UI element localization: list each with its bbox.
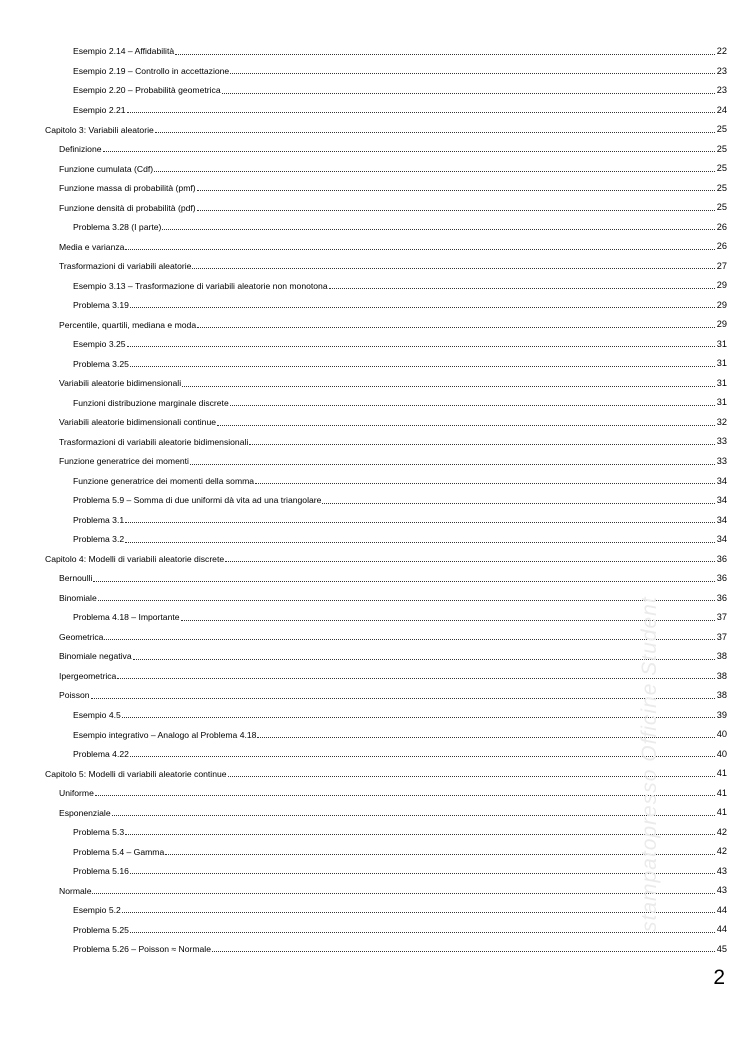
toc-entry-title: Capitolo 5: Modelli di variabili aleatorie continue [45,768,227,779]
dot-leader [92,892,714,894]
toc-entry-title: Esempio integrativo – Analogo al Problema 4.18 [73,729,257,740]
toc-entry-page: 43 [716,865,727,876]
page-number: 2 [713,966,725,989]
toc-entry-title: Funzione generatrice dei momenti della somma [73,475,255,486]
toc-entry-page: 26 [716,241,727,252]
toc-entry-title: Problema 5.16 [73,866,129,877]
dot-leader [162,228,714,230]
toc-entry[interactable] [0,823,744,843]
toc-entry-title: Funzione cumulata (Cdf) [59,163,154,174]
toc-entry[interactable] [0,315,744,335]
dot-leader [230,72,715,74]
toc-entry-title: Variabili aleatorie bidimensionali [59,378,182,389]
toc-entry[interactable] [0,276,744,296]
toc-entry[interactable] [0,159,744,179]
watermark: stampatopresso Officine Student [638,596,661,932]
toc-entry[interactable] [0,471,744,491]
dot-leader [165,853,715,855]
dot-leader [127,345,715,347]
dot-leader [212,950,715,952]
dot-leader [91,697,715,699]
toc-entry-title: Problema 5.9 – Somma di due uniformi dà vita ad una triangolare [73,495,322,506]
toc-entry-title: Esempio 2.14 – Affidabilità [73,46,175,57]
dot-leader [103,150,715,152]
toc-entry-page: 33 [716,436,727,447]
toc-entry[interactable] [0,296,744,316]
toc-entry[interactable] [0,549,744,569]
toc-entry-title: Esponenziale [59,807,111,818]
toc-entry-title: Esempio 3.13 – Trasformazione di variabili aleatorie non monotona [73,280,328,291]
toc-entry-page: 25 [716,124,727,135]
dot-leader [125,521,715,523]
dot-leader [98,599,715,601]
dot-leader [217,424,715,426]
toc-entry-title: Funzioni distribuzione marginale discrete [73,397,229,408]
toc-entry[interactable] [0,784,744,804]
toc-entry-page: 43 [716,885,727,896]
toc-entry-title: Problema 5.3 [73,827,125,838]
dot-leader [197,189,715,191]
dot-leader [175,53,715,55]
toc-entry-page: 29 [716,299,727,310]
dot-leader [197,209,715,211]
dot-leader [127,111,715,113]
toc-entry-page: 32 [716,416,727,427]
toc-entry-page: 31 [716,338,727,349]
toc-entry-title: Binomiale [59,592,97,603]
dot-leader [197,326,715,328]
dot-leader [192,267,714,269]
toc-entry[interactable] [0,374,744,394]
dot-leader [249,443,714,445]
toc-entry-page: 40 [716,748,727,759]
toc-entry-title: Problema 3.2 [73,534,125,545]
toc-entry-title: Problema 3.19 [73,300,129,311]
toc-entry[interactable] [0,42,744,62]
toc-entry[interactable] [0,901,744,921]
toc-entry-title: Binomiale negativa [59,651,132,662]
toc-entry-page: 38 [716,651,727,662]
toc-entry[interactable] [0,413,744,433]
toc-entry[interactable] [0,842,744,862]
toc-entry[interactable] [0,588,744,608]
dot-leader [322,502,714,504]
dot-leader [130,755,715,757]
toc-entry[interactable] [0,530,744,550]
toc-entry[interactable] [0,335,744,355]
dot-leader [122,716,715,718]
toc-entry-page: 42 [716,826,727,837]
toc-entry-page: 29 [716,280,727,291]
toc-entry[interactable] [0,510,744,530]
table-of-contents [0,42,744,959]
toc-entry-title: Media e varianza [59,241,125,252]
toc-entry-page: 34 [716,514,727,525]
toc-entry[interactable] [0,452,744,472]
dot-leader [130,365,715,367]
toc-entry-title: Problema 4.22 [73,749,129,760]
dot-leader [329,287,715,289]
toc-entry-page: 23 [716,85,727,96]
toc-entry[interactable] [0,62,744,82]
toc-entry-title: Problema 5.26 – Poisson ≈ Normale [73,944,211,955]
toc-entry[interactable] [0,432,744,452]
toc-entry[interactable] [0,218,744,238]
dot-leader [95,794,715,796]
dot-leader [230,404,715,406]
toc-entry[interactable] [0,940,744,960]
toc-entry[interactable] [0,608,744,628]
dot-leader [130,872,715,874]
toc-entry-page: 25 [716,143,727,154]
toc-entry[interactable] [0,881,744,901]
toc-entry[interactable] [0,393,744,413]
toc-entry-title: Poisson [59,690,90,701]
toc-entry[interactable] [0,257,744,277]
toc-entry[interactable] [0,764,744,784]
toc-entry[interactable] [0,120,744,140]
toc-entry-page: 44 [716,924,727,935]
toc-entry[interactable] [0,140,744,160]
toc-entry-page: 41 [716,768,727,779]
dot-leader [112,814,715,816]
toc-entry-title: Bernoulli [59,573,93,584]
toc-entry-title: Uniforme [59,788,94,799]
toc-entry-title: Trasformazioni di variabili aleatorie bidimensionali [59,436,249,447]
dot-leader [255,482,715,484]
toc-entry-title: Esempio 5.2 [73,905,121,916]
toc-entry-page: 39 [716,709,727,720]
toc-entry-page: 36 [716,592,727,603]
toc-entry-page: 44 [716,904,727,915]
toc-entry-title: Funzione densità di probabilità (pdf) [59,202,196,213]
toc-entry-page: 27 [716,260,727,271]
dot-leader [93,580,714,582]
toc-entry-title: Trasformazioni di variabili aleatorie [59,261,192,272]
toc-entry-page: 41 [716,787,727,798]
toc-entry-title: Funzione massa di probabilità (pmf) [59,183,196,194]
toc-entry[interactable] [0,237,744,257]
toc-entry-title: Problema 3.1 [73,514,125,525]
dot-leader [130,306,715,308]
toc-entry-page: 33 [716,455,727,466]
toc-entry[interactable] [0,803,744,823]
toc-entry-title: Ipergeometrica [59,670,117,681]
dot-leader [125,833,715,835]
dot-leader [104,638,714,640]
toc-entry-page: 25 [716,182,727,193]
toc-entry[interactable] [0,491,744,511]
toc-entry-title: Problema 3.28 (I parte) [73,222,162,233]
toc-entry-title: Capitolo 4: Modelli di variabili aleatorie discrete [45,553,225,564]
toc-entry[interactable] [0,627,744,647]
toc-entry[interactable] [0,745,744,765]
toc-entry-title: Problema 5.4 – Gamma [73,846,165,857]
dot-leader [154,170,715,172]
toc-entry[interactable] [0,862,744,882]
toc-entry[interactable] [0,179,744,199]
toc-entry-page: 26 [716,221,727,232]
toc-entry-title: Problema 4.18 – Importante [73,612,180,623]
toc-entry-page: 38 [716,690,727,701]
toc-entry[interactable] [0,81,744,101]
dot-leader [190,463,715,465]
toc-entry[interactable] [0,198,744,218]
toc-entry[interactable] [0,725,744,745]
dot-leader [181,619,715,621]
toc-entry-title: Esempio 2.20 – Probabilità geometrica [73,85,221,96]
toc-entry-title: Capitolo 3: Variabili aleatorie [45,124,154,135]
toc-entry-page: 41 [716,807,727,818]
toc-entry-page: 36 [716,553,727,564]
toc-entry[interactable] [0,920,744,940]
toc-entry-page: 23 [716,65,727,76]
toc-entry[interactable] [0,686,744,706]
toc-entry-title: Definizione [59,144,102,155]
toc-entry-title: Problema 3.25 [73,358,129,369]
toc-entry-page: 40 [716,729,727,740]
toc-entry-page: 36 [716,573,727,584]
toc-entry-page: 42 [716,846,727,857]
toc-entry-page: 37 [716,612,727,623]
toc-entry-page: 25 [716,202,727,213]
dot-leader [130,931,715,933]
toc-entry[interactable] [0,647,744,667]
toc-entry-page: 34 [716,534,727,545]
toc-entry[interactable] [0,354,744,374]
dot-leader [182,385,715,387]
toc-entry-page: 37 [716,631,727,642]
toc-entry-title: Variabili aleatorie bidimensionali continue [59,417,217,428]
toc-entry-title: Percentile, quartili, mediana e moda [59,319,197,330]
toc-entry[interactable] [0,569,744,589]
toc-entry-page: 31 [716,358,727,369]
dot-leader [133,658,715,660]
dot-leader [222,92,715,94]
toc-entry-title: Esempio 4.5 [73,709,121,720]
toc-entry-page: 45 [716,943,727,954]
toc-entry[interactable] [0,101,744,121]
toc-entry-title: Normale [59,885,92,896]
dot-leader [155,131,715,133]
dot-leader [125,541,715,543]
dot-leader [225,560,715,562]
toc-entry-title: Geometrica [59,631,104,642]
toc-entry-page: 24 [716,104,727,115]
toc-entry-page: 34 [716,475,727,486]
toc-entry[interactable] [0,706,744,726]
toc-entry-page: 34 [716,495,727,506]
toc-entry-page: 31 [716,397,727,408]
toc-entry-page: 29 [716,319,727,330]
dot-leader [117,677,714,679]
toc-entry-page: 25 [716,163,727,174]
toc-entry[interactable] [0,667,744,687]
toc-entry-page: 31 [716,377,727,388]
toc-entry-title: Esempio 2.19 – Controllo in accettazione [73,65,230,76]
toc-entry-page: 22 [716,46,727,57]
dot-leader [125,248,714,250]
toc-entry-title: Esempio 2.21 [73,105,126,115]
toc-entry-title: Problema 5.25 [73,924,129,935]
toc-entry-page: 38 [716,670,727,681]
toc-entry-title: Funzione generatrice dei momenti [59,456,189,467]
toc-entry-title: Esempio 3.25 [73,339,126,350]
dot-leader [122,911,715,913]
